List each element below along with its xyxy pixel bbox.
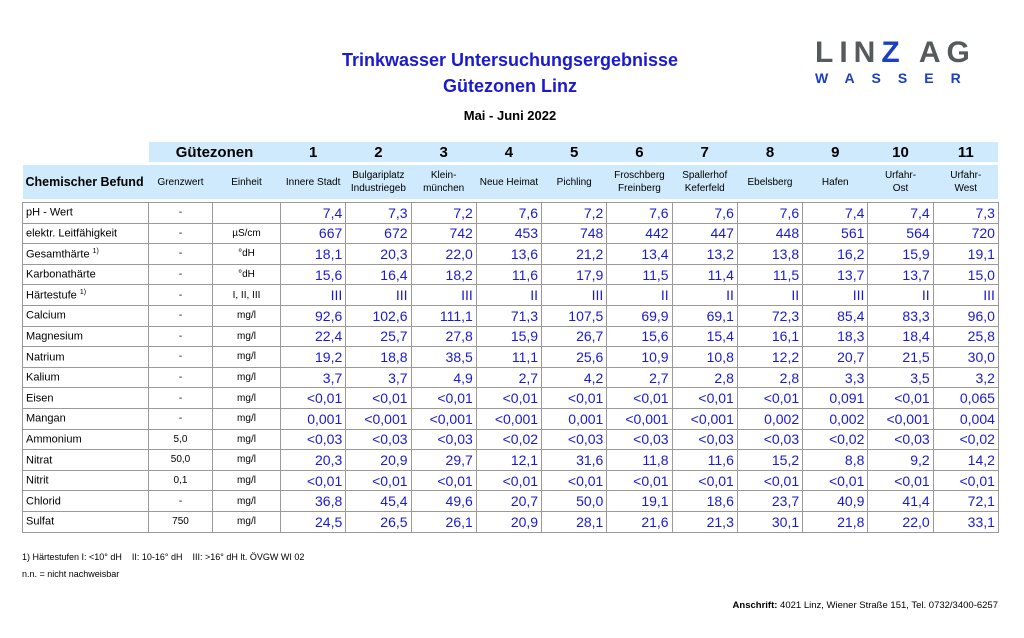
value-cell: 13,7 xyxy=(868,264,933,285)
value-cell: 7,6 xyxy=(672,203,737,224)
value-cell: 28,1 xyxy=(542,511,607,532)
value-cell: 30,0 xyxy=(933,347,998,368)
value-cell: 15,6 xyxy=(607,326,672,347)
value-cell: 0,001 xyxy=(281,408,346,429)
value-cell: 92,6 xyxy=(281,305,346,326)
value-cell: 36,8 xyxy=(281,491,346,512)
grenzwert: - xyxy=(149,285,213,306)
value-cell: 107,5 xyxy=(542,305,607,326)
value-cell: II xyxy=(868,285,933,306)
value-cell: 21,3 xyxy=(672,511,737,532)
value-cell: <0,01 xyxy=(803,470,868,491)
value-cell: 21,8 xyxy=(803,511,868,532)
value-cell: III xyxy=(281,285,346,306)
value-cell: 13,8 xyxy=(737,244,802,265)
value-cell: 7,3 xyxy=(346,203,411,224)
value-cell: <0,03 xyxy=(607,429,672,450)
value-cell: <0,01 xyxy=(346,388,411,409)
value-cell: 18,8 xyxy=(346,347,411,368)
value-cell: <0,01 xyxy=(737,388,802,409)
value-cell: 2,8 xyxy=(672,367,737,388)
value-cell: 10,8 xyxy=(672,347,737,368)
grenzwert: - xyxy=(149,244,213,265)
value-cell: 11,6 xyxy=(476,264,541,285)
zone-name: Hafen xyxy=(803,165,868,199)
value-cell: <0,01 xyxy=(868,388,933,409)
value-cell: III xyxy=(542,285,607,306)
table-row xyxy=(23,244,999,265)
value-cell: 12,1 xyxy=(476,450,541,471)
value-cell: <0,03 xyxy=(346,429,411,450)
value-cell: 21,2 xyxy=(542,244,607,265)
value-cell: <0,01 xyxy=(476,470,541,491)
value-cell: 15,9 xyxy=(476,326,541,347)
value-cell: 3,5 xyxy=(868,367,933,388)
value-cell: 0,004 xyxy=(933,408,998,429)
value-cell: 11,5 xyxy=(737,264,802,285)
zone-number: 10 xyxy=(868,142,933,162)
value-cell: 12,2 xyxy=(737,347,802,368)
einheit: mg/l xyxy=(213,347,281,368)
zone-name: Pichling xyxy=(542,165,607,199)
einheit: mg/l xyxy=(213,470,281,491)
table-row xyxy=(23,264,999,285)
table-row xyxy=(23,450,999,471)
address-text: 4021 Linz, Wiener Straße 151, Tel. 0732/3400-6257 xyxy=(777,600,998,611)
grenzwert: - xyxy=(149,408,213,429)
logo-line1: LINZ AG xyxy=(815,36,976,69)
value-cell: <0,01 xyxy=(281,388,346,409)
value-cell: 20,7 xyxy=(476,491,541,512)
value-cell: <0,01 xyxy=(933,470,998,491)
value-cell: 71,3 xyxy=(476,305,541,326)
zone-name: Spallerhof Keferfeld xyxy=(672,165,737,199)
value-cell: 7,2 xyxy=(542,203,607,224)
parameter-name: Magnesium xyxy=(23,326,149,347)
value-cell: 748 xyxy=(542,223,607,244)
parameter-name: Calcium xyxy=(23,305,149,326)
value-cell: <0,01 xyxy=(868,470,933,491)
value-cell: 19,1 xyxy=(607,491,672,512)
value-cell: 26,5 xyxy=(346,511,411,532)
value-cell: <0,03 xyxy=(737,429,802,450)
table-row xyxy=(23,408,999,429)
value-cell: <0,01 xyxy=(737,470,802,491)
value-cell: III xyxy=(411,285,476,306)
value-cell: <0,01 xyxy=(542,470,607,491)
value-cell: 20,7 xyxy=(803,347,868,368)
value-cell: 0,002 xyxy=(737,408,802,429)
value-cell: 15,9 xyxy=(868,244,933,265)
value-cell: 448 xyxy=(737,223,802,244)
value-cell: 20,3 xyxy=(346,244,411,265)
table-row xyxy=(23,470,999,491)
parameter-name: Nitrit xyxy=(23,470,149,491)
value-cell: <0,02 xyxy=(933,429,998,450)
grenzwert: - xyxy=(149,347,213,368)
grenzwert: - xyxy=(149,203,213,224)
table-row xyxy=(23,305,999,326)
document-title: Trinkwasser Untersuchungsergebnisse xyxy=(341,50,679,70)
value-cell: 49,6 xyxy=(411,491,476,512)
parameter-name: Gesamthärte $^{1)}$ xyxy=(23,244,149,265)
value-cell: 4,9 xyxy=(411,367,476,388)
value-cell: 7,4 xyxy=(868,203,933,224)
value-cell: 19,1 xyxy=(933,244,998,265)
value-cell: 31,6 xyxy=(542,450,607,471)
parameter-name: Sulfat xyxy=(23,511,149,532)
parameter-name: Kalium xyxy=(23,367,149,388)
value-cell: 25,8 xyxy=(933,326,998,347)
header-einheit: Einheit xyxy=(213,165,281,199)
value-cell: 13,4 xyxy=(607,244,672,265)
value-cell: 7,2 xyxy=(411,203,476,224)
value-cell: 8,8 xyxy=(803,450,868,471)
value-cell: 13,7 xyxy=(803,264,868,285)
zone-number: 9 xyxy=(803,142,868,162)
zone-name: Urfahr- West xyxy=(933,165,998,199)
value-cell: 72,1 xyxy=(933,491,998,512)
value-cell: 18,3 xyxy=(803,326,868,347)
einheit: °dH xyxy=(213,264,281,285)
grenzwert: 50,0 xyxy=(149,450,213,471)
results-table xyxy=(22,142,999,533)
header-befund: Chemischer Befund xyxy=(23,165,149,199)
value-cell: 3,7 xyxy=(281,367,346,388)
value-cell: 9,2 xyxy=(868,450,933,471)
linz-ag-logo xyxy=(815,38,1000,86)
value-cell: III xyxy=(933,285,998,306)
value-cell: 14,2 xyxy=(933,450,998,471)
parameter-name: Eisen xyxy=(23,388,149,409)
value-cell: 20,9 xyxy=(346,450,411,471)
value-cell: 564 xyxy=(868,223,933,244)
value-cell: 742 xyxy=(411,223,476,244)
column-header-row xyxy=(23,165,999,199)
value-cell: 22,4 xyxy=(281,326,346,347)
footnote-nn: n.n. = nicht nachweisbar xyxy=(22,569,120,579)
value-cell: 72,3 xyxy=(737,305,802,326)
value-cell: 15,4 xyxy=(672,326,737,347)
value-cell: 24,5 xyxy=(281,511,346,532)
value-cell: <0,001 xyxy=(868,408,933,429)
table-row xyxy=(23,347,999,368)
value-cell: 29,7 xyxy=(411,450,476,471)
table-row xyxy=(23,511,999,532)
grenzwert: - xyxy=(149,326,213,347)
value-cell: 40,9 xyxy=(803,491,868,512)
table-row xyxy=(23,285,999,306)
value-cell: 11,6 xyxy=(672,450,737,471)
value-cell: <0,01 xyxy=(542,388,607,409)
parameter-name: Chlorid xyxy=(23,491,149,512)
value-cell: 26,1 xyxy=(411,511,476,532)
einheit: mg/l xyxy=(213,511,281,532)
value-cell: 111,1 xyxy=(411,305,476,326)
value-cell: 2,7 xyxy=(476,367,541,388)
value-cell: 3,7 xyxy=(346,367,411,388)
value-cell: 18,4 xyxy=(868,326,933,347)
value-cell: 0,002 xyxy=(803,408,868,429)
value-cell: 11,4 xyxy=(672,264,737,285)
value-cell: 7,6 xyxy=(476,203,541,224)
value-cell: 7,4 xyxy=(803,203,868,224)
zone-name: Urfahr- Ost xyxy=(868,165,933,199)
value-cell: 18,2 xyxy=(411,264,476,285)
zone-name: Innere Stadt xyxy=(281,165,346,199)
grenzwert: - xyxy=(149,264,213,285)
zone-number: 3 xyxy=(411,142,476,162)
zone-name: Froschberg Freinberg xyxy=(607,165,672,199)
value-cell: 10,9 xyxy=(607,347,672,368)
einheit: mg/l xyxy=(213,326,281,347)
value-cell: 33,1 xyxy=(933,511,998,532)
value-cell: 30,1 xyxy=(737,511,802,532)
value-cell: 3,3 xyxy=(803,367,868,388)
value-cell: 50,0 xyxy=(542,491,607,512)
parameter-name: Karbonathärte xyxy=(23,264,149,285)
value-cell: 672 xyxy=(346,223,411,244)
value-cell: <0,001 xyxy=(346,408,411,429)
document-subtitle: Gütezonen Linz xyxy=(443,76,577,96)
zone-name: Neue Heimat xyxy=(476,165,541,199)
value-cell: 27,8 xyxy=(411,326,476,347)
value-cell: 41,4 xyxy=(868,491,933,512)
einheit: I, II, III xyxy=(213,285,281,306)
value-cell: 69,9 xyxy=(607,305,672,326)
address-label: Anschrift: xyxy=(732,600,778,611)
parameter-name: pH - Wert xyxy=(23,203,149,224)
value-cell: III xyxy=(346,285,411,306)
zone-number: 5 xyxy=(542,142,607,162)
value-cell: 11,8 xyxy=(607,450,672,471)
value-cell: <0,001 xyxy=(411,408,476,429)
zone-name: Ebelsberg xyxy=(737,165,802,199)
value-cell: 15,6 xyxy=(281,264,346,285)
einheit: mg/l xyxy=(213,367,281,388)
table-row xyxy=(23,429,999,450)
value-cell: 667 xyxy=(281,223,346,244)
value-cell: <0,03 xyxy=(542,429,607,450)
value-cell: 96,0 xyxy=(933,305,998,326)
value-cell: 21,6 xyxy=(607,511,672,532)
value-cell: 2,8 xyxy=(737,367,802,388)
parameter-name: Natrium xyxy=(23,347,149,368)
value-cell: 16,4 xyxy=(346,264,411,285)
value-cell: 16,1 xyxy=(737,326,802,347)
value-cell: <0,03 xyxy=(411,429,476,450)
value-cell: <0,03 xyxy=(672,429,737,450)
value-cell: 453 xyxy=(476,223,541,244)
table-row xyxy=(23,491,999,512)
header-grenzwert: Grenzwert xyxy=(149,165,213,199)
value-cell: <0,01 xyxy=(476,388,541,409)
table-row xyxy=(23,203,999,224)
zone-number-row xyxy=(23,142,999,162)
einheit: mg/l xyxy=(213,388,281,409)
value-cell: 4,2 xyxy=(542,367,607,388)
value-cell: 447 xyxy=(672,223,737,244)
value-cell: <0,01 xyxy=(607,388,672,409)
value-cell: <0,03 xyxy=(281,429,346,450)
value-cell: <0,01 xyxy=(672,470,737,491)
value-cell: II xyxy=(607,285,672,306)
table-row xyxy=(23,388,999,409)
value-cell: 17,9 xyxy=(542,264,607,285)
value-cell: II xyxy=(737,285,802,306)
grenzwert: - xyxy=(149,223,213,244)
grenzwert: 5,0 xyxy=(149,429,213,450)
value-cell: 442 xyxy=(607,223,672,244)
value-cell: 7,4 xyxy=(281,203,346,224)
zones-label: Gütezonen xyxy=(149,142,281,162)
grenzwert: - xyxy=(149,388,213,409)
value-cell: 18,6 xyxy=(672,491,737,512)
parameter-name: elektr. Leitfähigkeit xyxy=(23,223,149,244)
value-cell: 26,7 xyxy=(542,326,607,347)
zone-name: Bulgariplatz Industriegeb xyxy=(346,165,411,199)
value-cell: 7,3 xyxy=(933,203,998,224)
parameter-name: Nitrat xyxy=(23,450,149,471)
grenzwert: 750 xyxy=(149,511,213,532)
value-cell: 85,4 xyxy=(803,305,868,326)
value-cell: 102,6 xyxy=(346,305,411,326)
value-cell: 0,091 xyxy=(803,388,868,409)
value-cell: <0,02 xyxy=(476,429,541,450)
grenzwert: - xyxy=(149,305,213,326)
zone-number: 7 xyxy=(672,142,737,162)
value-cell: 20,3 xyxy=(281,450,346,471)
value-cell: <0,01 xyxy=(607,470,672,491)
value-cell: 25,6 xyxy=(542,347,607,368)
value-cell: 45,4 xyxy=(346,491,411,512)
value-cell: <0,01 xyxy=(672,388,737,409)
parameter-name: Mangan xyxy=(23,408,149,429)
einheit: mg/l xyxy=(213,305,281,326)
einheit: mg/l xyxy=(213,429,281,450)
period: Mai - Juni 2022 xyxy=(463,108,557,123)
value-cell: 720 xyxy=(933,223,998,244)
table-row xyxy=(23,367,999,388)
value-cell: 22,0 xyxy=(411,244,476,265)
einheit: °dH xyxy=(213,244,281,265)
value-cell: 561 xyxy=(803,223,868,244)
einheit: mg/l xyxy=(213,408,281,429)
value-cell: <0,01 xyxy=(411,388,476,409)
value-cell: <0,001 xyxy=(672,408,737,429)
address xyxy=(733,600,998,611)
value-cell: <0,001 xyxy=(607,408,672,429)
value-cell: 83,3 xyxy=(868,305,933,326)
logo-line2: WASSER xyxy=(815,70,978,86)
value-cell: 15,0 xyxy=(933,264,998,285)
value-cell: <0,001 xyxy=(476,408,541,429)
value-cell: 25,7 xyxy=(346,326,411,347)
zone-number: 1 xyxy=(281,142,346,162)
einheit: µS/cm xyxy=(213,223,281,244)
value-cell: <0,01 xyxy=(411,470,476,491)
value-cell: 18,1 xyxy=(281,244,346,265)
einheit: mg/l xyxy=(213,491,281,512)
value-cell: <0,03 xyxy=(868,429,933,450)
value-cell: 22,0 xyxy=(868,511,933,532)
value-cell: 38,5 xyxy=(411,347,476,368)
table-row xyxy=(23,326,999,347)
grenzwert: 0,1 xyxy=(149,470,213,491)
value-cell: 15,2 xyxy=(737,450,802,471)
zone-number: 6 xyxy=(607,142,672,162)
value-cell: <0,02 xyxy=(803,429,868,450)
value-cell: II xyxy=(476,285,541,306)
grenzwert: - xyxy=(149,491,213,512)
value-cell: 16,2 xyxy=(803,244,868,265)
value-cell: III xyxy=(803,285,868,306)
value-cell: <0,01 xyxy=(281,470,346,491)
value-cell: 7,6 xyxy=(607,203,672,224)
value-cell: 11,5 xyxy=(607,264,672,285)
footnote-haerte: 1) Härtestufen I: <10° dH II: 10-16° dH III: >16° dH lt. ÖVGW WI 02 xyxy=(22,552,305,562)
value-cell: 13,6 xyxy=(476,244,541,265)
grenzwert: - xyxy=(149,367,213,388)
value-cell: 21,5 xyxy=(868,347,933,368)
value-cell: 7,6 xyxy=(737,203,802,224)
zone-name: Klein- münchen xyxy=(411,165,476,199)
value-cell: <0,01 xyxy=(346,470,411,491)
zone-number: 4 xyxy=(476,142,541,162)
value-cell: II xyxy=(672,285,737,306)
value-cell: 0,065 xyxy=(933,388,998,409)
value-cell: 3,2 xyxy=(933,367,998,388)
einheit: mg/l xyxy=(213,450,281,471)
value-cell: 11,1 xyxy=(476,347,541,368)
value-cell: 0,001 xyxy=(542,408,607,429)
parameter-name: Ammonium xyxy=(23,429,149,450)
zone-number: 11 xyxy=(933,142,998,162)
zone-number: 2 xyxy=(346,142,411,162)
value-cell: 20,9 xyxy=(476,511,541,532)
value-cell: 2,7 xyxy=(607,367,672,388)
zone-number: 8 xyxy=(737,142,802,162)
table-row xyxy=(23,223,999,244)
einheit xyxy=(213,203,281,224)
value-cell: 69,1 xyxy=(672,305,737,326)
value-cell: 23,7 xyxy=(737,491,802,512)
value-cell: 19,2 xyxy=(281,347,346,368)
parameter-name: Härtestufe $^{1)}$ xyxy=(23,285,149,306)
value-cell: 13,2 xyxy=(672,244,737,265)
